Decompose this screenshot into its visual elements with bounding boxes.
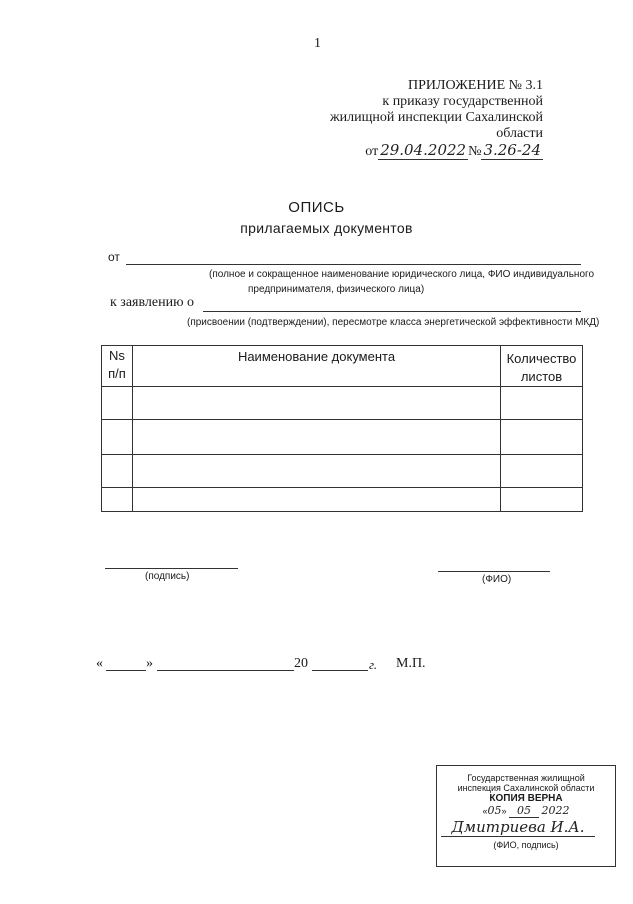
row-number-cell[interactable] [102,387,133,420]
statement-input-line[interactable] [203,311,581,312]
row-number-cell[interactable] [102,455,133,488]
order-date-number [365,141,543,160]
stamp-line-3: КОПИЯ ВЕРНА [489,793,563,804]
header-name: Наименование документа [237,349,396,364]
document-subtitle: прилагаемых документов [240,220,413,236]
row-number-cell[interactable] [102,420,133,455]
table-row [102,387,583,420]
row-name-cell[interactable] [133,488,501,512]
fio-label: (ФИО) [482,574,512,585]
date-close-quote: » [146,656,153,671]
from-label: от [108,250,120,264]
appendix-line-3: жилищной инспекции Сахалинской [329,110,543,125]
table-row [102,420,583,455]
from-note-line-2: предпринимателя, физического лица) [248,284,425,295]
appendix-line-2: к приказу государственной [382,94,543,109]
row-name-cell[interactable] [133,387,501,420]
order-number-label: № [468,144,482,159]
date-year-prefix: 20 [294,656,308,671]
order-date-handwritten: 29.04.2022 [380,141,467,159]
row-number-cell[interactable] [102,488,133,512]
row-name-cell[interactable] [133,420,501,455]
seal-label: М.П. [396,656,426,671]
signature-line[interactable] [105,568,238,569]
header-count-line-2: листов [520,369,563,384]
date-year-suffix: г. [369,657,378,672]
row-count-cell[interactable] [501,420,583,455]
statement-label: к заявлению о [110,295,195,310]
table-row [102,455,583,488]
header-count-line-1: Количество [506,351,577,366]
signature-label: (подпись) [145,571,190,582]
row-count-cell[interactable] [501,387,583,420]
from-note-line-1: (полное и сокращенное наименование юридического лица, ФИО индивидуального [209,269,595,280]
copy-certified-stamp [436,765,616,867]
date-day-line[interactable] [106,670,146,671]
appendix-header [283,78,543,142]
appendix-line-1: ПРИЛОЖЕНИЕ № 3.1 [408,78,543,93]
stamp-signature: Дмитриева И.А. [441,818,595,837]
stamp-day: 05 [487,804,502,817]
stamp-line-2: инспекция Сахалинской области [457,783,595,793]
header-number-cell [102,346,133,387]
order-number-handwritten: 3.26-24 [483,141,541,159]
date-year-line[interactable] [312,670,368,671]
header-count-cell [501,346,583,387]
date-month-line[interactable] [157,670,294,671]
stamp-date: «05» 05 2022 [482,804,570,817]
document-title: ОПИСЬ [288,199,345,216]
stamp-year: 2022 [541,804,570,817]
stamp-month: 05 [509,804,539,818]
row-count-cell[interactable] [501,488,583,512]
header-number-line-2: п/п [108,366,126,381]
row-count-cell[interactable] [501,455,583,488]
fio-line[interactable] [438,571,550,572]
page-number: 1 [314,36,321,51]
row-name-cell[interactable] [133,455,501,488]
from-input-line[interactable] [126,264,581,265]
table-row [102,488,583,512]
statement-note: (присвоении (подтверждении), пересмотре класса энергетической эффективности МКД) [187,317,600,328]
documents-table [101,345,583,512]
date-open-quote: « [96,656,103,671]
stamp-caption: (ФИО, подпись) [493,840,559,850]
header-name-cell [133,346,501,387]
header-number-line-1: Ns [109,348,125,363]
stamp-line-1: Государственная жилищной [467,773,585,783]
table-header-row [102,346,583,387]
appendix-line-4: области [496,126,543,141]
order-from-label: от [365,144,379,159]
